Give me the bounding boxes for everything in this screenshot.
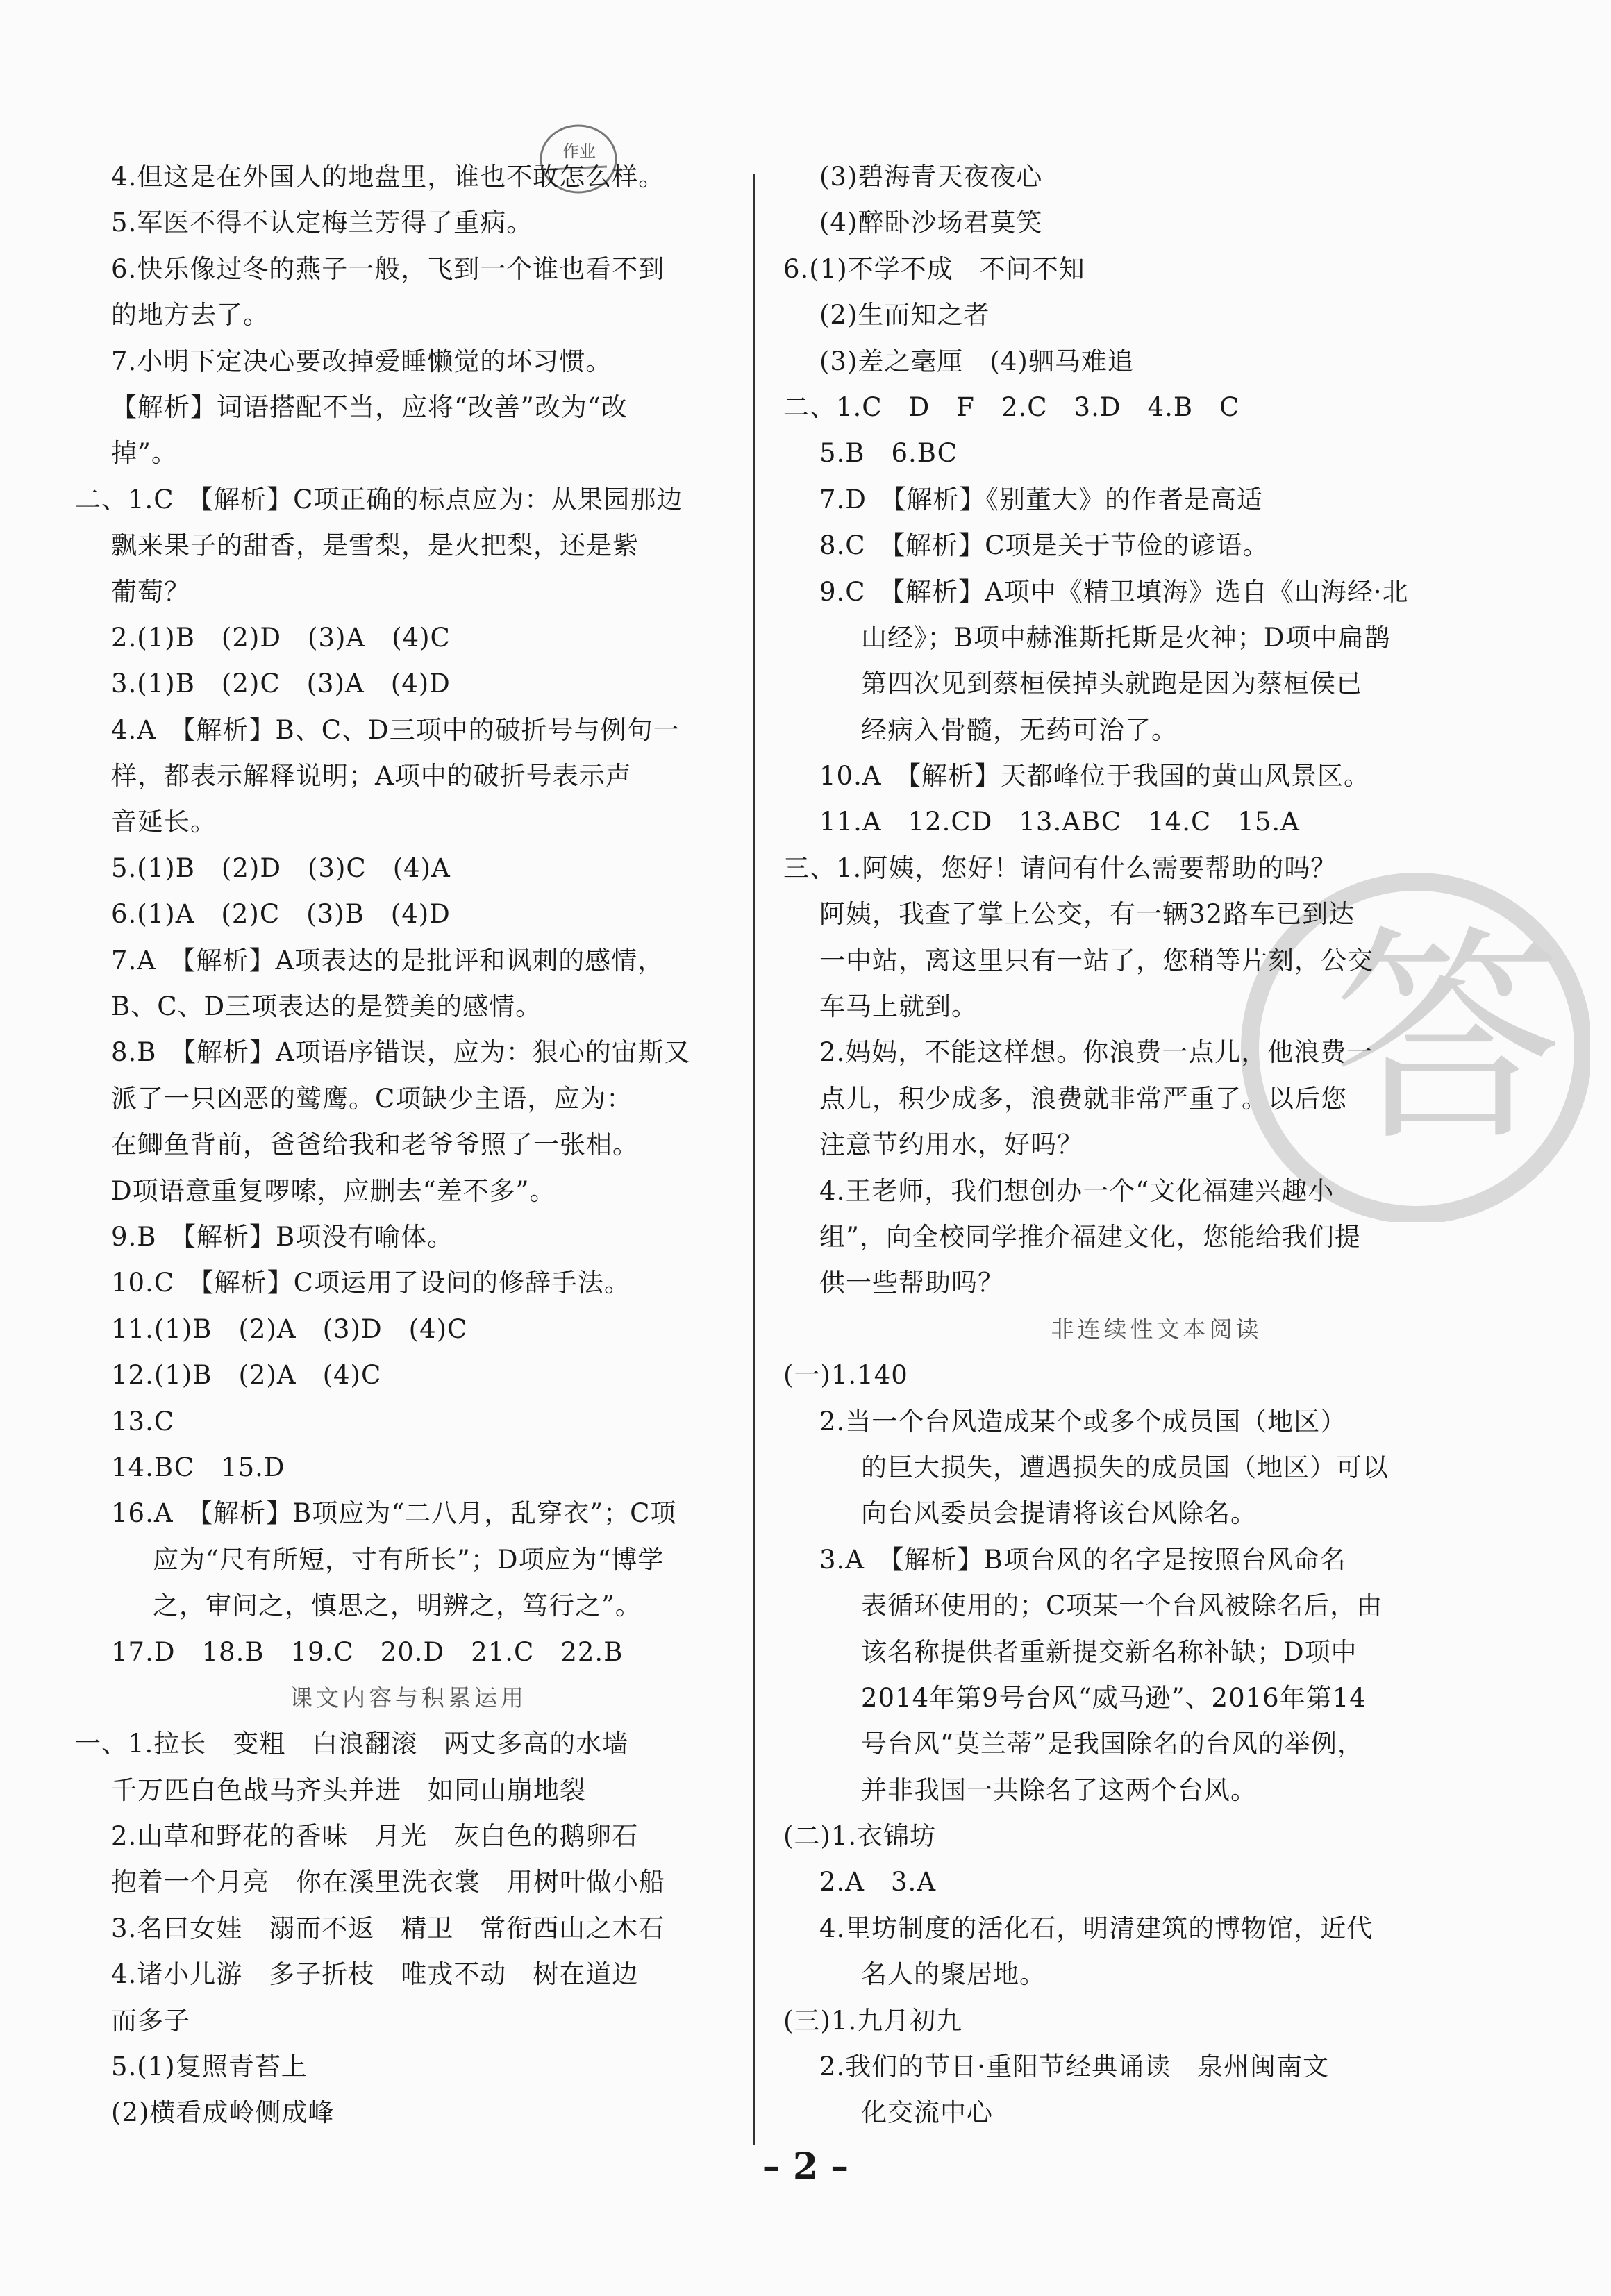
answer-line: 号台风“莫兰蒂”是我国除名的台风的举例， [861,1729,1364,1759]
right-column [783,154,1530,2136]
answer-line: (二)1.衣锦坊 [783,1821,937,1852]
answer-line: 9.B 【解析】B项没有喻体。 [111,1221,454,1252]
answer-line: 7.A 【解析】A项表达的是批评和讽刺的感情， [111,945,665,975]
answer-line: 5.军医不得不认定梅兰芳得了重病。 [111,208,533,238]
answer-line: 3.A 【解析】B项台风的名字是按照台风命名 [819,1544,1346,1575]
answer-line: 2.当一个台风造成某个或多个成员国（地区） [819,1406,1347,1436]
answer-line: 二、1.C D F 2.C 3.D 4.B C [783,392,1240,422]
answer-line: (3)差之毫厘 (4)驷马难追 [819,346,1134,376]
answer-line: 2.我们的节日·重阳节经典诵读 泉州闽南文 [819,2052,1330,2082]
answer-line: 10.A 【解析】天都峰位于我国的黄山风景区。 [819,761,1371,791]
answer-line: (3)碧海青天夜夜心 [819,162,1043,192]
answer-line: 而多子 [111,2005,190,2036]
answer-line: 抱着一个月亮 你在溪里洗衣裳 用树叶做小船 [111,1867,665,1897]
answer-line: 5.B 6.BC [819,438,958,469]
answer-line: 的地方去了。 [111,300,269,330]
answer-line: 11.A 12.CD 13.ABC 14.C 15.A [819,807,1300,837]
answer-line: 的巨大损失，遭遇损失的成员国（地区）可以 [861,1452,1389,1482]
answer-line: 组”，向全校同学推介福建文化，您能给我们提 [819,1221,1361,1252]
answer-line: (三)1.九月初九 [783,2005,963,2036]
answer-line: 葡萄？ [111,576,190,607]
answer-line: 车马上就到。 [819,991,978,1022]
answer-line: 名人的聚居地。 [861,1959,1046,1990]
answer-line: 千万匹白色战马齐头并进 如同山崩地裂 [111,1775,586,1805]
answer-line: 一、1.拉长 变粗 白浪翻滚 两丈多高的水墙 [75,1729,629,1759]
answer-line: 一中站，离这里只有一站了，您稍等片刻，公交 [819,945,1374,975]
answer-line: 2.山草和野花的香味 月光 灰白色的鹅卵石 [111,1821,639,1852]
answer-line: 二、1.C 【解析】C项正确的标点应为：从果园那边 [75,484,683,514]
answer-line: 2.A 3.A [819,1867,937,1897]
answer-line: 16.A 【解析】B项应为“二八月，乱穿衣”；C项 [111,1498,677,1529]
svg-text:作业: 作业 [562,142,596,161]
answer-line: 2014年第9号台风“威马逊”、2016年第14 [861,1682,1367,1713]
answer-line: 4.王老师，我们想创办一个“文化福建兴趣小 [819,1175,1335,1206]
answer-line: 该名称提供者重新提交新名称补缺；D项中 [861,1636,1358,1667]
section-heading: 非连续性文本阅读 [1051,1315,1262,1343]
svg-text:答: 答 [1333,905,1562,1172]
answer-line: 10.C 【解析】C项运用了设问的修辞手法。 [111,1268,631,1298]
answer-line: 9.C 【解析】A项中《精卫填海》选自《山海经·北 [819,576,1409,607]
answer-line: D项语意重复啰嗦，应删去“差不多”。 [111,1175,556,1206]
answer-line: 11.(1)B (2)A (3)D (4)C [111,1314,468,1344]
answer-line: 三、1.阿姨，您好！请问有什么需要帮助的吗？ [783,853,1337,883]
answer-line: (2)生而知之者 [819,300,990,330]
answer-line: 应为“尺有所短，寸有所长”；D项应为“博学 [153,1544,665,1575]
answer-line: 6.快乐像过冬的燕子一般，飞到一个谁也看不到 [111,253,665,284]
answer-line: 13.C [111,1406,175,1436]
answer-line: 6.(1)不学不成 不问不知 [783,253,1085,284]
answer-line: 2.(1)B (2)D (3)A (4)C [111,622,451,653]
answer-line: 4.里坊制度的活化石，明清建筑的博物馆，近代 [819,1913,1374,1943]
answer-line: 派了一只凶恶的鹫鹰。C项缺少主语，应为： [111,1083,633,1114]
answer-line: 山经》；B项中赫淮斯托斯是火神；D项中扁鹊 [861,622,1391,653]
answer-line: 7.小明下定决心要改掉爱睡懒觉的坏习惯。 [111,346,612,376]
answer-line: 2.妈妈，不能这样想。你浪费一点儿，他浪费一 [819,1037,1374,1068]
answer-line: 之，审问之，慎思之，明辨之，笃行之”。 [153,1591,642,1621]
answer-line: 【解析】词语搭配不当，应将“改善”改为“改 [111,392,628,422]
answer-line: 向台风委员会提请将该台风除名。 [861,1498,1257,1529]
answer-line: 3.名曰女娃 溺而不返 精卫 常衔西山之木石 [111,1913,665,1943]
answer-line: 飘来果子的甜香，是雪梨，是火把梨，还是紫 [111,530,639,561]
left-column [75,154,742,2136]
answer-line: (4)醉卧沙场君莫笑 [819,208,1043,238]
answer-line: 7.D 【解析】《别董大》的作者是高适 [819,484,1263,514]
answer-line: 化交流中心 [861,2097,993,2128]
answer-line: 经病入骨髓，无药可治了。 [861,714,1178,745]
answer-line: 5.(1)复照青苔上 [111,2052,308,2082]
answer-line: (一)1.140 [783,1360,908,1391]
answer-line: 阿姨，我查了掌上公交，有一辆32路车已到达 [819,899,1355,930]
answer-line: 8.B 【解析】A项语序错误，应为：狠心的宙斯又 [111,1037,691,1068]
answer-line: 4.但这是在外国人的地盘里，谁也不敢怎么样。 [111,162,665,192]
answer-line: (2)横看成岭侧成峰 [111,2097,335,2128]
answer-line: 4.A 【解析】B、C、D三项中的破折号与例句一 [111,714,680,745]
answer-line: 3.(1)B (2)C (3)A (4)D [111,669,451,699]
answer-line: 表循环使用的；C项某一个台风被除名后，由 [861,1591,1383,1621]
answer-line: B、C、D三项表达的是赞美的感情。 [111,991,542,1022]
section-heading: 课文内容与积累运用 [290,1684,527,1711]
page-number: – 2 – [762,2145,849,2188]
answer-line: 注意节约用水，好吗？ [819,1130,1083,1160]
answer-line: 14.BC 15.D [111,1452,285,1482]
answer-line: 掉”。 [111,438,178,469]
answer-line: 第四次见到蔡桓侯掉头就跑是因为蔡桓侯已 [861,669,1362,699]
column-divider [753,174,755,2145]
answer-line: 供一些帮助吗？ [819,1268,1004,1298]
answer-line: 8.C 【解析】C项是关于节俭的谚语。 [819,530,1269,561]
answer-line: 在鲫鱼背前，爸爸给我和老爷爷照了一张相。 [111,1130,639,1160]
answer-line: 样，都表示解释说明；A项中的破折号表示声 [111,761,632,791]
answer-line: 17.D 18.B 19.C 20.D 21.C 22.B [111,1636,624,1667]
answer-line: 12.(1)B (2)A (4)C [111,1360,382,1391]
answer-line: 6.(1)A (2)C (3)B (4)D [111,899,451,930]
answer-line: 点儿，积少成多，浪费就非常严重了。以后您 [819,1083,1347,1114]
answer-line: 4.诸小儿游 多子折枝 唯戎不动 树在道边 [111,1959,639,1990]
answer-line: 并非我国一共除名了这两个台风。 [861,1775,1257,1805]
answer-line: 5.(1)B (2)D (3)C (4)A [111,853,451,883]
answer-line: 音延长。 [111,807,217,837]
